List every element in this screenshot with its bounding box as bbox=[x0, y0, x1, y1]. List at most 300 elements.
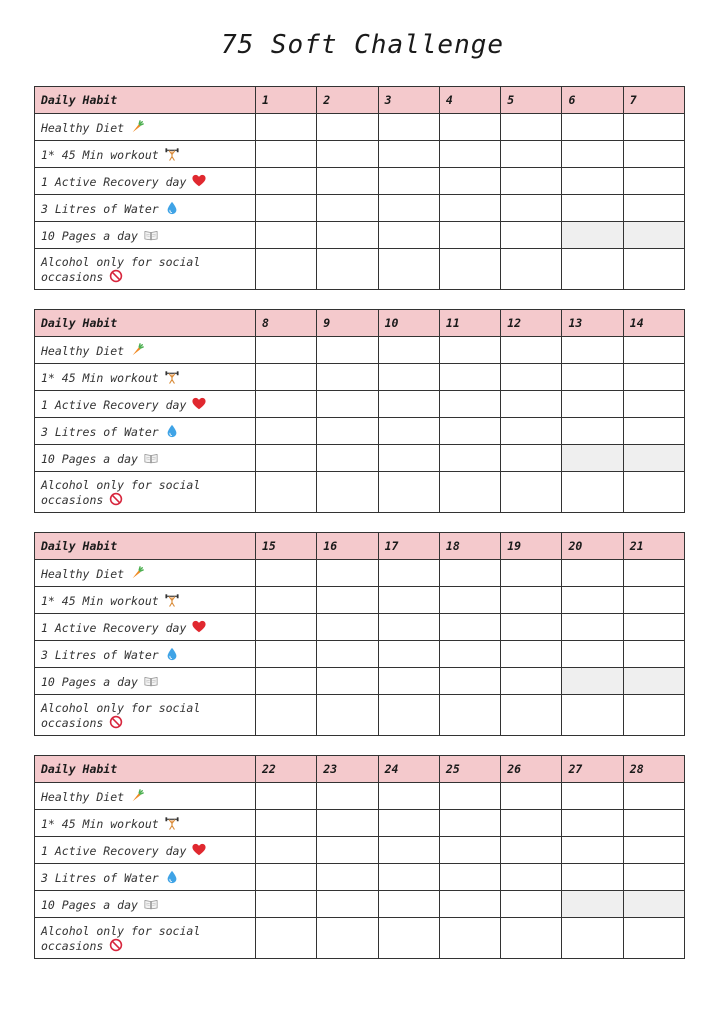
checkbox-cell[interactable] bbox=[439, 864, 500, 891]
habit-label-cell bbox=[35, 222, 256, 249]
header-day-number: 17 bbox=[378, 533, 439, 560]
checkbox-cell[interactable] bbox=[317, 114, 378, 141]
carrot-icon bbox=[130, 789, 144, 803]
checkbox-cell[interactable] bbox=[501, 614, 562, 641]
table-row bbox=[35, 222, 685, 249]
checkbox-cell[interactable] bbox=[256, 364, 317, 391]
checkbox-cell[interactable] bbox=[439, 641, 500, 668]
checkbox-cell[interactable] bbox=[623, 114, 684, 141]
checkbox-cell[interactable] bbox=[562, 418, 623, 445]
habit-label: Healthy Diet bbox=[41, 789, 125, 804]
habit-label-cell bbox=[35, 141, 256, 168]
table-row bbox=[35, 195, 685, 222]
habit-label-cell bbox=[35, 891, 256, 918]
table-header-row bbox=[35, 310, 685, 337]
habit-label: 10 Pages a day bbox=[41, 674, 138, 689]
checkbox-cell[interactable] bbox=[501, 391, 562, 418]
table-row bbox=[35, 114, 685, 141]
checkbox-cell[interactable] bbox=[623, 810, 684, 837]
checkbox-cell[interactable] bbox=[623, 249, 684, 290]
checkbox-cell[interactable] bbox=[317, 864, 378, 891]
habit-label: 3 Litres of Water bbox=[41, 870, 159, 885]
checkbox-cell[interactable] bbox=[256, 837, 317, 864]
table-row bbox=[35, 472, 685, 513]
checkbox-cell[interactable] bbox=[317, 391, 378, 418]
table-row bbox=[35, 560, 685, 587]
table-row bbox=[35, 810, 685, 837]
checkbox-cell[interactable] bbox=[317, 891, 378, 918]
checkbox-cell[interactable] bbox=[501, 641, 562, 668]
habit-label-cell bbox=[35, 614, 256, 641]
checkbox-cell[interactable] bbox=[378, 222, 439, 249]
checkbox-cell[interactable] bbox=[501, 918, 562, 959]
habit-label: Alcohol only for social occasions bbox=[41, 923, 201, 953]
checkbox-cell[interactable] bbox=[439, 195, 500, 222]
checkbox-cell[interactable] bbox=[562, 614, 623, 641]
checkbox-cell[interactable] bbox=[378, 337, 439, 364]
checkbox-cell[interactable] bbox=[256, 195, 317, 222]
header-day-number: 26 bbox=[501, 756, 562, 783]
habit-label-cell bbox=[35, 337, 256, 364]
checkbox-cell[interactable] bbox=[562, 222, 623, 249]
checkbox-cell[interactable] bbox=[256, 918, 317, 959]
checkbox-cell[interactable] bbox=[256, 445, 317, 472]
checkbox-cell[interactable] bbox=[439, 614, 500, 641]
checkbox-cell[interactable] bbox=[256, 114, 317, 141]
checkbox-cell[interactable] bbox=[378, 641, 439, 668]
habit-label-cell bbox=[35, 641, 256, 668]
checkbox-cell[interactable] bbox=[562, 560, 623, 587]
checkbox-cell[interactable] bbox=[562, 587, 623, 614]
checkbox-cell[interactable] bbox=[317, 918, 378, 959]
checkbox-cell[interactable] bbox=[439, 783, 500, 810]
checkbox-cell[interactable] bbox=[501, 337, 562, 364]
habit-table bbox=[34, 309, 685, 513]
checkbox-cell[interactable] bbox=[501, 249, 562, 290]
checkbox-cell[interactable] bbox=[317, 560, 378, 587]
header-daily-habit: Daily Habit bbox=[35, 756, 256, 783]
checkbox-cell[interactable] bbox=[317, 695, 378, 736]
table-row bbox=[35, 837, 685, 864]
table-row bbox=[35, 364, 685, 391]
table-row bbox=[35, 249, 685, 290]
header-day-number: 24 bbox=[378, 756, 439, 783]
checkbox-cell[interactable] bbox=[439, 695, 500, 736]
checkbox-cell[interactable] bbox=[623, 560, 684, 587]
checkbox-cell[interactable] bbox=[501, 141, 562, 168]
checkbox-cell[interactable] bbox=[623, 918, 684, 959]
checkbox-cell[interactable] bbox=[439, 810, 500, 837]
checkbox-cell[interactable] bbox=[501, 168, 562, 195]
heart-icon bbox=[192, 620, 206, 634]
habit-label-cell bbox=[35, 695, 256, 736]
habit-table bbox=[34, 532, 685, 736]
table-row bbox=[35, 168, 685, 195]
header-day-number: 7 bbox=[623, 87, 684, 114]
header-day-number: 23 bbox=[317, 756, 378, 783]
checkbox-cell[interactable] bbox=[439, 364, 500, 391]
checkbox-cell[interactable] bbox=[562, 337, 623, 364]
checkbox-cell[interactable] bbox=[562, 864, 623, 891]
checkbox-cell[interactable] bbox=[623, 168, 684, 195]
table-header-row bbox=[35, 533, 685, 560]
habit-label: Alcohol only for social occasions bbox=[41, 477, 201, 507]
checkbox-cell[interactable] bbox=[623, 445, 684, 472]
checkbox-cell[interactable] bbox=[256, 337, 317, 364]
habit-label: 3 Litres of Water bbox=[41, 424, 159, 439]
header-day-number: 8 bbox=[256, 310, 317, 337]
water-drop-icon bbox=[165, 424, 179, 438]
checkbox-cell[interactable] bbox=[317, 168, 378, 195]
checkbox-cell[interactable] bbox=[317, 614, 378, 641]
habit-label: 10 Pages a day bbox=[41, 897, 138, 912]
table-row bbox=[35, 141, 685, 168]
prohibited-icon bbox=[109, 715, 123, 729]
header-day-number: 9 bbox=[317, 310, 378, 337]
checkbox-cell[interactable] bbox=[501, 837, 562, 864]
checkbox-cell[interactable] bbox=[378, 141, 439, 168]
page-title: 75 Soft Challenge bbox=[220, 30, 505, 60]
checkbox-cell[interactable] bbox=[256, 418, 317, 445]
habit-table bbox=[34, 86, 685, 290]
heart-icon bbox=[192, 843, 206, 857]
checkbox-cell[interactable] bbox=[378, 891, 439, 918]
checkbox-cell[interactable] bbox=[623, 222, 684, 249]
habit-label: Alcohol only for social occasions bbox=[41, 254, 201, 284]
table-row bbox=[35, 864, 685, 891]
habit-label-cell bbox=[35, 837, 256, 864]
header-day-number: 27 bbox=[562, 756, 623, 783]
checkbox-cell[interactable] bbox=[378, 837, 439, 864]
checkbox-cell[interactable] bbox=[439, 918, 500, 959]
habit-label-cell bbox=[35, 249, 256, 290]
week-block-2 bbox=[34, 309, 685, 513]
habit-label-cell bbox=[35, 391, 256, 418]
table-row bbox=[35, 891, 685, 918]
checkbox-cell[interactable] bbox=[562, 249, 623, 290]
water-drop-icon bbox=[165, 647, 179, 661]
checkbox-cell[interactable] bbox=[378, 918, 439, 959]
header-day-number: 4 bbox=[439, 87, 500, 114]
checkbox-cell[interactable] bbox=[562, 810, 623, 837]
checkbox-cell[interactable] bbox=[562, 364, 623, 391]
carrot-icon bbox=[130, 120, 144, 134]
header-day-number: 3 bbox=[378, 87, 439, 114]
checkbox-cell[interactable] bbox=[256, 668, 317, 695]
table-row bbox=[35, 587, 685, 614]
checkbox-cell[interactable] bbox=[317, 810, 378, 837]
checkbox-cell[interactable] bbox=[256, 391, 317, 418]
checkbox-cell[interactable] bbox=[378, 391, 439, 418]
habit-label: 10 Pages a day bbox=[41, 451, 138, 466]
checkbox-cell[interactable] bbox=[501, 195, 562, 222]
habit-label-cell bbox=[35, 587, 256, 614]
checkbox-cell[interactable] bbox=[256, 614, 317, 641]
checkbox-cell[interactable] bbox=[256, 560, 317, 587]
heart-icon bbox=[192, 397, 206, 411]
table-row bbox=[35, 668, 685, 695]
checkbox-cell[interactable] bbox=[562, 445, 623, 472]
habit-label: Healthy Diet bbox=[41, 566, 125, 581]
table-row bbox=[35, 783, 685, 810]
habit-label-cell bbox=[35, 918, 256, 959]
checkbox-cell[interactable] bbox=[378, 560, 439, 587]
habit-label-cell bbox=[35, 560, 256, 587]
checkbox-cell[interactable] bbox=[501, 222, 562, 249]
checkbox-cell[interactable] bbox=[317, 418, 378, 445]
checkbox-cell[interactable] bbox=[623, 668, 684, 695]
checkbox-cell[interactable] bbox=[378, 864, 439, 891]
checkbox-cell[interactable] bbox=[256, 864, 317, 891]
habit-table bbox=[34, 755, 685, 959]
checkbox-cell[interactable] bbox=[623, 418, 684, 445]
checkbox-cell[interactable] bbox=[439, 222, 500, 249]
header-day-number: 1 bbox=[256, 87, 317, 114]
checkbox-cell[interactable] bbox=[317, 641, 378, 668]
checkbox-cell[interactable] bbox=[256, 222, 317, 249]
header-day-number: 16 bbox=[317, 533, 378, 560]
checkbox-cell[interactable] bbox=[439, 249, 500, 290]
header-day-number: 10 bbox=[378, 310, 439, 337]
carrot-icon bbox=[130, 343, 144, 357]
checkbox-cell[interactable] bbox=[378, 249, 439, 290]
checkbox-cell[interactable] bbox=[317, 837, 378, 864]
habit-label-cell bbox=[35, 783, 256, 810]
checkbox-cell[interactable] bbox=[439, 445, 500, 472]
checkbox-cell[interactable] bbox=[378, 445, 439, 472]
checkbox-cell[interactable] bbox=[501, 364, 562, 391]
weightlifter-icon bbox=[165, 147, 179, 161]
checkbox-cell[interactable] bbox=[317, 222, 378, 249]
checkbox-cell[interactable] bbox=[317, 783, 378, 810]
checkbox-cell[interactable] bbox=[317, 587, 378, 614]
header-day-number: 2 bbox=[317, 87, 378, 114]
header-day-number: 25 bbox=[439, 756, 500, 783]
table-row bbox=[35, 337, 685, 364]
checkbox-cell[interactable] bbox=[256, 891, 317, 918]
table-row bbox=[35, 641, 685, 668]
weightlifter-icon bbox=[165, 816, 179, 830]
checkbox-cell[interactable] bbox=[378, 364, 439, 391]
checkbox-cell[interactable] bbox=[256, 168, 317, 195]
checkbox-cell[interactable] bbox=[378, 168, 439, 195]
checkbox-cell[interactable] bbox=[378, 195, 439, 222]
header-day-number: 11 bbox=[439, 310, 500, 337]
checkbox-cell[interactable] bbox=[378, 418, 439, 445]
checkbox-cell[interactable] bbox=[623, 364, 684, 391]
checkbox-cell[interactable] bbox=[562, 114, 623, 141]
checkbox-cell[interactable] bbox=[623, 614, 684, 641]
table-row bbox=[35, 695, 685, 736]
header-day-number: 13 bbox=[562, 310, 623, 337]
habit-label: 1 Active Recovery day bbox=[41, 620, 187, 635]
checkbox-cell[interactable] bbox=[439, 114, 500, 141]
checkbox-cell[interactable] bbox=[256, 141, 317, 168]
checkbox-cell[interactable] bbox=[256, 249, 317, 290]
checkbox-cell[interactable] bbox=[439, 560, 500, 587]
header-day-number: 5 bbox=[501, 87, 562, 114]
habit-label-cell bbox=[35, 195, 256, 222]
habit-label-cell bbox=[35, 168, 256, 195]
checkbox-cell[interactable] bbox=[378, 783, 439, 810]
header-day-number: 12 bbox=[501, 310, 562, 337]
checkbox-cell[interactable] bbox=[439, 472, 500, 513]
checkbox-cell[interactable] bbox=[317, 249, 378, 290]
checkbox-cell[interactable] bbox=[439, 891, 500, 918]
prohibited-icon bbox=[109, 492, 123, 506]
habit-label: Alcohol only for social occasions bbox=[41, 700, 201, 730]
checkbox-cell[interactable] bbox=[501, 587, 562, 614]
checkbox-cell[interactable] bbox=[378, 114, 439, 141]
header-day-number: 18 bbox=[439, 533, 500, 560]
habit-label: 3 Litres of Water bbox=[41, 647, 159, 662]
habit-label-cell bbox=[35, 114, 256, 141]
open-book-icon bbox=[144, 897, 158, 911]
checkbox-cell[interactable] bbox=[623, 337, 684, 364]
checkbox-cell[interactable] bbox=[378, 614, 439, 641]
weightlifter-icon bbox=[165, 370, 179, 384]
habit-label: 1* 45 Min workout bbox=[41, 593, 159, 608]
header-daily-habit: Daily Habit bbox=[35, 533, 256, 560]
habit-label: 1 Active Recovery day bbox=[41, 397, 187, 412]
checkbox-cell[interactable] bbox=[501, 891, 562, 918]
habit-label: 10 Pages a day bbox=[41, 228, 138, 243]
checkbox-cell[interactable] bbox=[378, 587, 439, 614]
checkbox-cell[interactable] bbox=[317, 337, 378, 364]
habit-label-cell bbox=[35, 472, 256, 513]
water-drop-icon bbox=[165, 870, 179, 884]
checkbox-cell[interactable] bbox=[501, 695, 562, 736]
open-book-icon bbox=[144, 674, 158, 688]
checkbox-cell[interactable] bbox=[439, 668, 500, 695]
header-daily-habit: Daily Habit bbox=[35, 310, 256, 337]
table-header-row bbox=[35, 756, 685, 783]
checkbox-cell[interactable] bbox=[562, 783, 623, 810]
checkbox-cell[interactable] bbox=[562, 891, 623, 918]
checkbox-cell[interactable] bbox=[378, 472, 439, 513]
table-row bbox=[35, 418, 685, 445]
checkbox-cell[interactable] bbox=[501, 472, 562, 513]
checkbox-cell[interactable] bbox=[562, 195, 623, 222]
checkbox-cell[interactable] bbox=[501, 864, 562, 891]
water-drop-icon bbox=[165, 201, 179, 215]
checkbox-cell[interactable] bbox=[439, 391, 500, 418]
habit-label: 1 Active Recovery day bbox=[41, 843, 187, 858]
checkbox-cell[interactable] bbox=[623, 783, 684, 810]
checkbox-cell[interactable] bbox=[623, 864, 684, 891]
prohibited-icon bbox=[109, 269, 123, 283]
checkbox-cell[interactable] bbox=[256, 587, 317, 614]
checkbox-cell[interactable] bbox=[317, 668, 378, 695]
checkbox-cell[interactable] bbox=[562, 918, 623, 959]
checkbox-cell[interactable] bbox=[439, 337, 500, 364]
header-daily-habit: Daily Habit bbox=[35, 87, 256, 114]
checkbox-cell[interactable] bbox=[256, 783, 317, 810]
checkbox-cell[interactable] bbox=[501, 114, 562, 141]
checkbox-cell[interactable] bbox=[378, 695, 439, 736]
checkbox-cell[interactable] bbox=[623, 472, 684, 513]
checkbox-cell[interactable] bbox=[501, 783, 562, 810]
table-row bbox=[35, 445, 685, 472]
checkbox-cell[interactable] bbox=[378, 668, 439, 695]
checkbox-cell[interactable] bbox=[623, 641, 684, 668]
header-day-number: 19 bbox=[501, 533, 562, 560]
checkbox-cell[interactable] bbox=[623, 695, 684, 736]
checkbox-cell[interactable] bbox=[378, 810, 439, 837]
checkbox-cell[interactable] bbox=[317, 472, 378, 513]
checkbox-cell[interactable] bbox=[439, 418, 500, 445]
table-header-row bbox=[35, 87, 685, 114]
habit-label-cell bbox=[35, 445, 256, 472]
checkbox-cell[interactable] bbox=[562, 641, 623, 668]
open-book-icon bbox=[144, 228, 158, 242]
checkbox-cell[interactable] bbox=[317, 364, 378, 391]
checkbox-cell[interactable] bbox=[439, 168, 500, 195]
checkbox-cell[interactable] bbox=[256, 472, 317, 513]
checkbox-cell[interactable] bbox=[439, 837, 500, 864]
header-day-number: 20 bbox=[562, 533, 623, 560]
habit-label: Healthy Diet bbox=[41, 343, 125, 358]
header-day-number: 21 bbox=[623, 533, 684, 560]
checkbox-cell[interactable] bbox=[562, 168, 623, 195]
habit-label: 1 Active Recovery day bbox=[41, 174, 187, 189]
checkbox-cell[interactable] bbox=[501, 668, 562, 695]
table-row bbox=[35, 391, 685, 418]
checkbox-cell[interactable] bbox=[501, 445, 562, 472]
week-block-1 bbox=[34, 86, 685, 290]
checkbox-cell[interactable] bbox=[623, 391, 684, 418]
checkbox-cell[interactable] bbox=[256, 641, 317, 668]
checkbox-cell[interactable] bbox=[623, 587, 684, 614]
open-book-icon bbox=[144, 451, 158, 465]
checkbox-cell[interactable] bbox=[256, 695, 317, 736]
header-day-number: 6 bbox=[562, 87, 623, 114]
checkbox-cell[interactable] bbox=[562, 391, 623, 418]
checkbox-cell[interactable] bbox=[317, 141, 378, 168]
checkbox-cell[interactable] bbox=[317, 195, 378, 222]
habit-label-cell bbox=[35, 810, 256, 837]
checkbox-cell[interactable] bbox=[501, 560, 562, 587]
checkbox-cell[interactable] bbox=[562, 472, 623, 513]
habit-label-cell bbox=[35, 668, 256, 695]
week-block-4 bbox=[34, 755, 685, 959]
weightlifter-icon bbox=[165, 593, 179, 607]
checkbox-cell[interactable] bbox=[623, 141, 684, 168]
checkbox-cell[interactable] bbox=[501, 810, 562, 837]
checkbox-cell[interactable] bbox=[562, 837, 623, 864]
habit-label: 1* 45 Min workout bbox=[41, 147, 159, 162]
prohibited-icon bbox=[109, 938, 123, 952]
checkbox-cell[interactable] bbox=[562, 668, 623, 695]
checkbox-cell[interactable] bbox=[562, 695, 623, 736]
checkbox-cell[interactable] bbox=[623, 837, 684, 864]
habit-label-cell bbox=[35, 364, 256, 391]
header-day-number: 28 bbox=[623, 756, 684, 783]
checkbox-cell[interactable] bbox=[439, 141, 500, 168]
checkbox-cell[interactable] bbox=[562, 141, 623, 168]
habit-label: 3 Litres of Water bbox=[41, 201, 159, 216]
header-day-number: 14 bbox=[623, 310, 684, 337]
checkbox-cell[interactable] bbox=[501, 418, 562, 445]
checkbox-cell[interactable] bbox=[623, 195, 684, 222]
checkbox-cell[interactable] bbox=[439, 587, 500, 614]
checkbox-cell[interactable] bbox=[317, 445, 378, 472]
week-block-3 bbox=[34, 532, 685, 736]
habit-label: 1* 45 Min workout bbox=[41, 370, 159, 385]
header-day-number: 22 bbox=[256, 756, 317, 783]
checkbox-cell[interactable] bbox=[256, 810, 317, 837]
checkbox-cell[interactable] bbox=[623, 891, 684, 918]
